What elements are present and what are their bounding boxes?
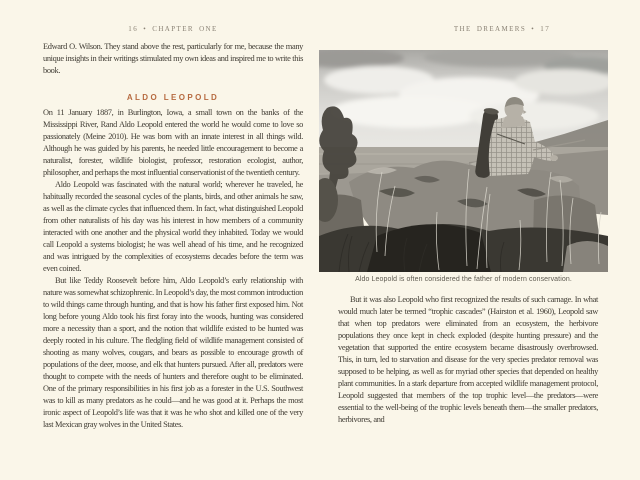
aldo-leopold-photo — [319, 50, 608, 272]
left-body-column — [43, 107, 303, 431]
body-paragraph: But it was also Leopold who first recognized the results of such carnage. In what would much later be termed “trophic cascades” (Hairston et al. 1960), Leopold saw that when top predators were eliminated from an ecosystem, the herbivore populations they once kept in check exploded (despite hunting pressure) and the vegetation that supported the entire ecosystem became disastrously overbrowsed. This, in turn, led to starvation and disease for the very species predator removal was supposed to be helping, as well as for myriad other species that depended on healthy plant communities. In a stark departure from accepted wildlife management protocol, Leopold suggested that members of the top trophic level—the predators—were essential to the well-being of the trophic levels beneath them—the smaller predators, herbivores, and — [338, 295, 598, 424]
left-intro-paragraph — [43, 41, 303, 77]
body-paragraph: Edward O. Wilson. They stand above the rest, particularly for me, because the many unique insights in their writings stimulated my own ideas and inspired me to write this book. — [43, 42, 303, 75]
section-heading-aldo-leopold: ALDO LEOPOLD — [126, 93, 220, 102]
left-running-head: 16 • CHAPTER ONE — [128, 25, 218, 33]
body-paragraph: On 11 January 1887, in Burlington, Iowa, a small town on the banks of the Mississippi River, Rand Aldo Leopold entered the world he would come to love so passionately (Meine 2010). He was born with an innate interest in all things wild. Although he was guided by his parents, he needed little encouragement to become a naturalist, forester, wildlife biologist, professor, restoration ecologist, author, philosopher, and perhaps the most influential conservationist of the twentieth century. — [43, 108, 303, 177]
right-body-column — [338, 294, 598, 426]
photo-illustration — [319, 50, 608, 272]
body-paragraph: Aldo Leopold was fascinated with the natural world; wherever he traveled, he habitually recorded the seasonal cycles of the plants, birds, and other animals he saw, as well as the climate cycles that influenced them. In fact, what distinguished Leopold from other naturalists of his day was his interest in how members of a community interacted with one another and the physical world they inhabited. Today we would call Leopold a systems biologist; he was well ahead of his time, and he recognized and was intrigued by the complexities of ecosystems decades before the term was even coined. — [43, 180, 303, 273]
right-running-head: THE DREAMERS • 17 — [453, 25, 551, 33]
body-paragraph: But like Teddy Roosevelt before him, Aldo Leopold’s early relationship with nature was somewhat schizophrenic. In Leopold’s day, the most common introduction to wild things came through hunting, and that is how his father first exposed him. Not long before young Aldo took his first foray into the woods, hunting was considered more a necessity than a sport, and the notion that wildlife existed to be hunted was deeply rooted in his culture. The fledgling field of wildlife management consisted of shooting as many wolves, cougars, and bears as possible to encourage growth of populations of the deer, moose, and elk that hunters pursued. After all, predators were thought to compete with the needs of hunters and therefore ought to be eliminated. One of the primary responsibilities in his first job as a forester in the U.S. Southwest was to kill as many predators as he could—and he was good at it. Perhaps the most ironic aspect of Leopold’s life was that it was he who shot and killed one of the very last Mexican gray wolves in the United States. — [43, 276, 303, 429]
photo-caption: Aldo Leopold is often considered the father of modern conservation. — [355, 276, 572, 283]
